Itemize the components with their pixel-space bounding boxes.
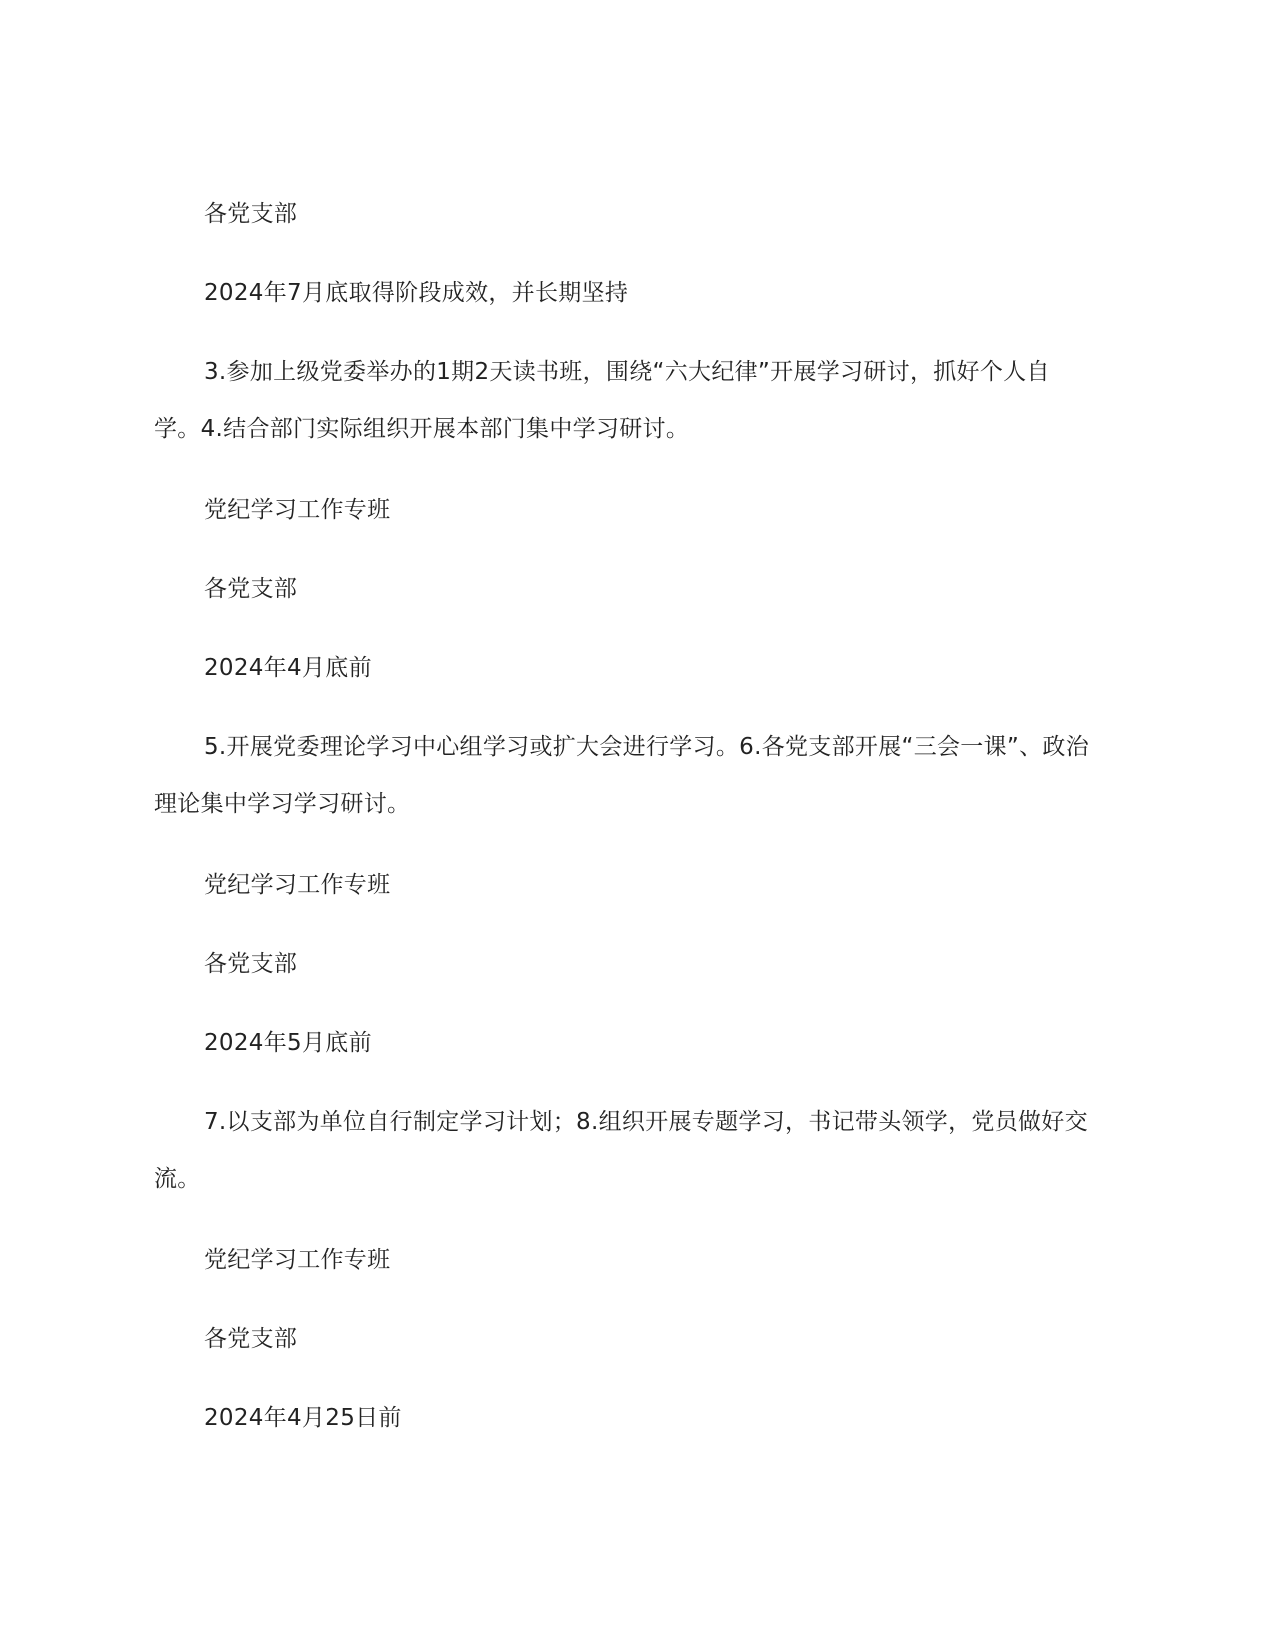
paragraph-task: 5.开展党委理论学习中心组学习或扩大会进行学习。6.各党支部开展“三会一课”、政治理论集中学习学习研讨。 bbox=[154, 734, 1090, 817]
paragraph-lead-unit: 党纪学习工作专班 bbox=[204, 1247, 391, 1273]
paragraph-deadline: 2024年4月底前 bbox=[204, 655, 372, 681]
paragraph-task: 3.参加上级党委举办的1期2天读书班，围绕“六大纪律”开展学习研讨，抓好个人自学。4.结合部门实际组织开展本部门集中学习研讨。 bbox=[154, 359, 1050, 442]
paragraph-deadline: 2024年5月底前 bbox=[204, 1030, 372, 1056]
paragraph-deadline: 2024年7月底取得阶段成效，并长期坚持 bbox=[204, 280, 629, 306]
paragraph-task: 7.以支部为单位自行制定学习计划；8.组织开展专题学习，书记带头领学，党员做好交流。 bbox=[154, 1109, 1088, 1192]
paragraph-lead-unit: 党纪学习工作专班 bbox=[204, 872, 391, 898]
paragraph-responsible-branch: 各党支部 bbox=[204, 1326, 298, 1352]
paragraph-responsible-branch: 各党支部 bbox=[204, 201, 298, 227]
paragraph-responsible-branch: 各党支部 bbox=[204, 951, 298, 977]
paragraph-lead-unit: 党纪学习工作专班 bbox=[204, 497, 391, 523]
paragraph-deadline: 2024年4月25日前 bbox=[204, 1405, 402, 1431]
paragraph-responsible-branch: 各党支部 bbox=[204, 576, 298, 602]
